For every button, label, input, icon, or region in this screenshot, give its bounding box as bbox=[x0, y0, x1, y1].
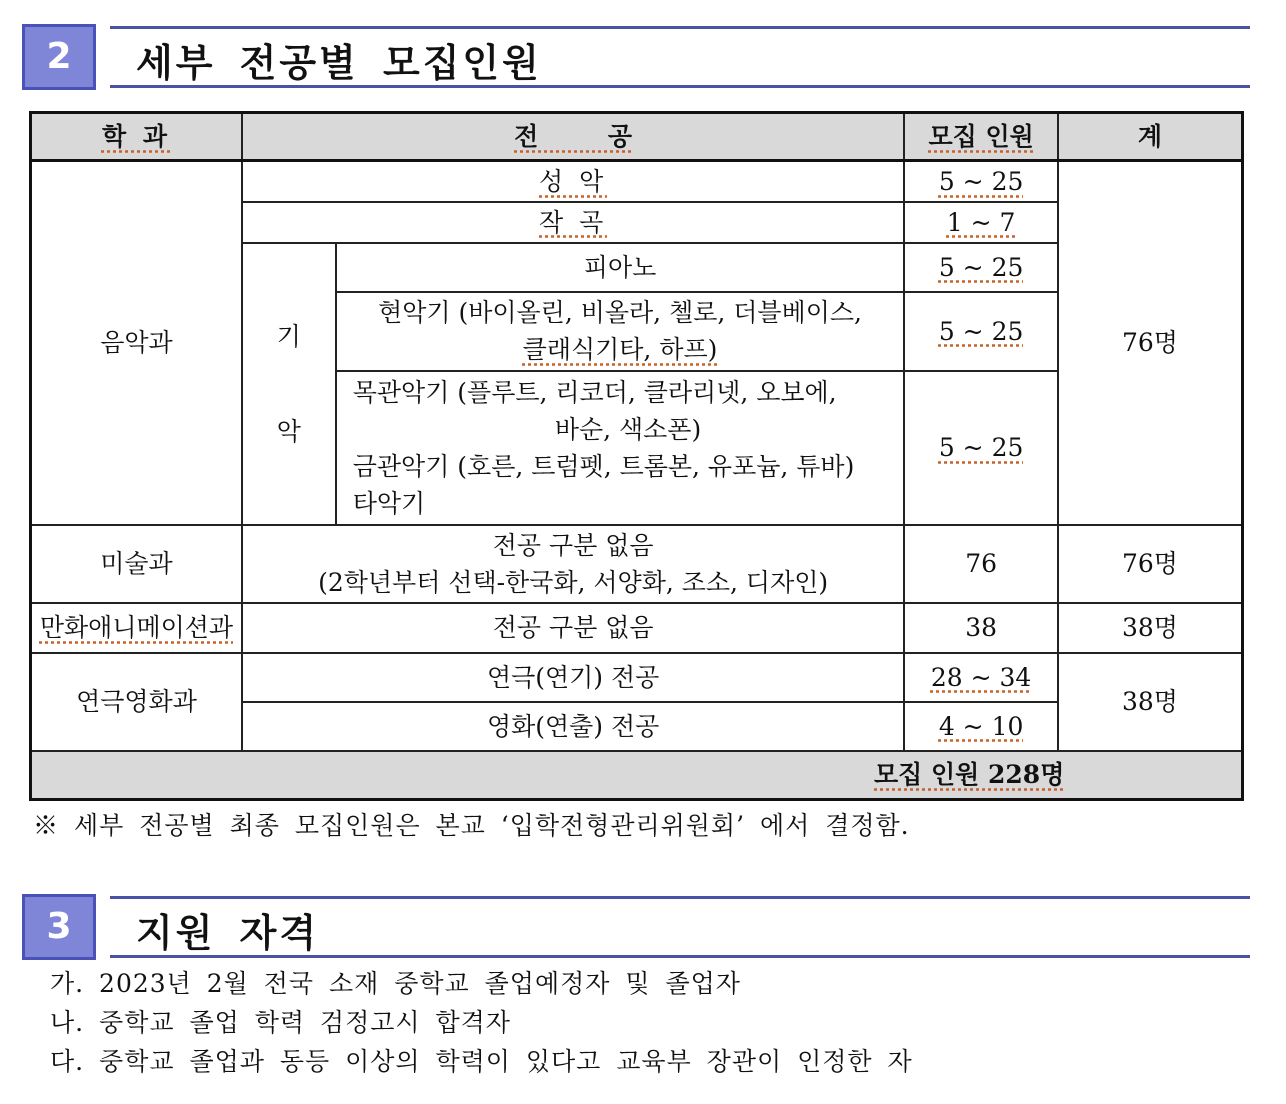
grand-total-row bbox=[31, 751, 1243, 800]
qualification-item: 가. 2023년 2월 전국 소재 중학교 졸업예정자 및 졸업자 bbox=[50, 969, 741, 998]
section-title: 세부 전공별 모집인원 bbox=[136, 40, 542, 85]
count-art: 76 bbox=[904, 525, 1058, 603]
art-line-1: 전공 구분 없음 bbox=[492, 530, 654, 560]
heading-rule-top bbox=[110, 896, 1250, 899]
recruitment-table bbox=[29, 111, 1244, 801]
winds-line-3: 금관악기 (호른, 트럼펫, 트롬본, 유포늄, 튜바) bbox=[352, 451, 855, 481]
winds-line-2: 바순, 색소폰) bbox=[554, 414, 702, 444]
major-film: 영화(연출) 전공 bbox=[242, 702, 904, 751]
section-3-heading bbox=[22, 894, 1250, 960]
major-acting: 연극(연기) 전공 bbox=[242, 653, 904, 702]
dept-art: 미술과 bbox=[31, 525, 242, 603]
art-line-2: (2학년부터 선택-한국화, 서양화, 조소, 디자인) bbox=[318, 567, 829, 597]
major-art bbox=[242, 525, 904, 603]
qualification-item: 다. 중학교 졸업과 동등 이상의 학력이 있다고 교육부 장관이 인정한 자 bbox=[50, 1047, 913, 1076]
instrument-label-2: 악 bbox=[276, 416, 301, 446]
dept-animation: 만화애니메이션과 bbox=[31, 603, 242, 653]
section-number-badge: 3 bbox=[22, 894, 96, 960]
table-footnote: ※ 세부 전공별 최종 모집인원은 본교 ‘입학전형관리위원회’ 에서 결정함. bbox=[33, 811, 910, 840]
count-animation: 38 bbox=[904, 603, 1058, 653]
header-recruit: 모집 인원 bbox=[904, 113, 1058, 161]
header-dept: 학 과 bbox=[31, 113, 242, 161]
major-piano: 피아노 bbox=[336, 243, 905, 292]
heading-rule-top bbox=[110, 26, 1250, 29]
heading-rule-bottom bbox=[110, 955, 1250, 958]
count-winds: 5 ~ 25 bbox=[904, 371, 1058, 525]
header-total: 계 bbox=[1058, 113, 1243, 161]
total-animation: 38명 bbox=[1058, 603, 1243, 653]
section-number-badge: 2 bbox=[22, 24, 96, 90]
dept-music: 음악과 bbox=[31, 161, 242, 525]
header-major: 전 공 bbox=[242, 113, 904, 161]
section-title: 지원 자격 bbox=[136, 910, 320, 955]
total-theater: 38명 bbox=[1058, 653, 1243, 751]
count-acting: 28 ~ 34 bbox=[904, 653, 1058, 702]
count-strings: 5 ~ 25 bbox=[904, 292, 1058, 371]
winds-line-4: 타악기 bbox=[352, 488, 426, 518]
strings-line-2: 클래식기타, 하프) bbox=[522, 335, 718, 364]
table-row bbox=[31, 603, 1243, 653]
count-composition: 1 ~ 7 bbox=[904, 202, 1058, 243]
table-row bbox=[31, 653, 1243, 702]
strings-line-1: 현악기 (바이올린, 비올라, 첼로, 더블베이스, bbox=[378, 298, 862, 327]
dept-theater: 연극영화과 bbox=[31, 653, 242, 751]
table-row bbox=[31, 161, 1243, 202]
major-composition: 작 곡 bbox=[242, 202, 904, 243]
total-art: 76명 bbox=[1058, 525, 1243, 603]
instrument-label bbox=[242, 243, 336, 525]
grand-total: 모집 인원 228명 bbox=[31, 751, 1243, 800]
table-row bbox=[31, 525, 1243, 603]
winds-line-1: 목관악기 (플루트, 리코더, 클라리넷, 오보에, bbox=[352, 377, 837, 407]
table-header-row bbox=[31, 113, 1243, 161]
heading-rule-bottom bbox=[110, 85, 1250, 88]
qualification-item: 나. 중학교 졸업 학력 검정고시 합격자 bbox=[50, 1008, 511, 1037]
major-winds bbox=[336, 371, 905, 525]
section-2-heading bbox=[22, 24, 1250, 90]
count-vocal: 5 ~ 25 bbox=[904, 161, 1058, 202]
total-music: 76명 bbox=[1058, 161, 1243, 525]
major-vocal: 성 악 bbox=[242, 161, 904, 202]
count-film: 4 ~ 10 bbox=[904, 702, 1058, 751]
major-strings bbox=[336, 292, 905, 371]
count-piano: 5 ~ 25 bbox=[904, 243, 1058, 292]
major-animation: 전공 구분 없음 bbox=[242, 603, 904, 653]
instrument-label-1: 기 bbox=[276, 321, 301, 351]
